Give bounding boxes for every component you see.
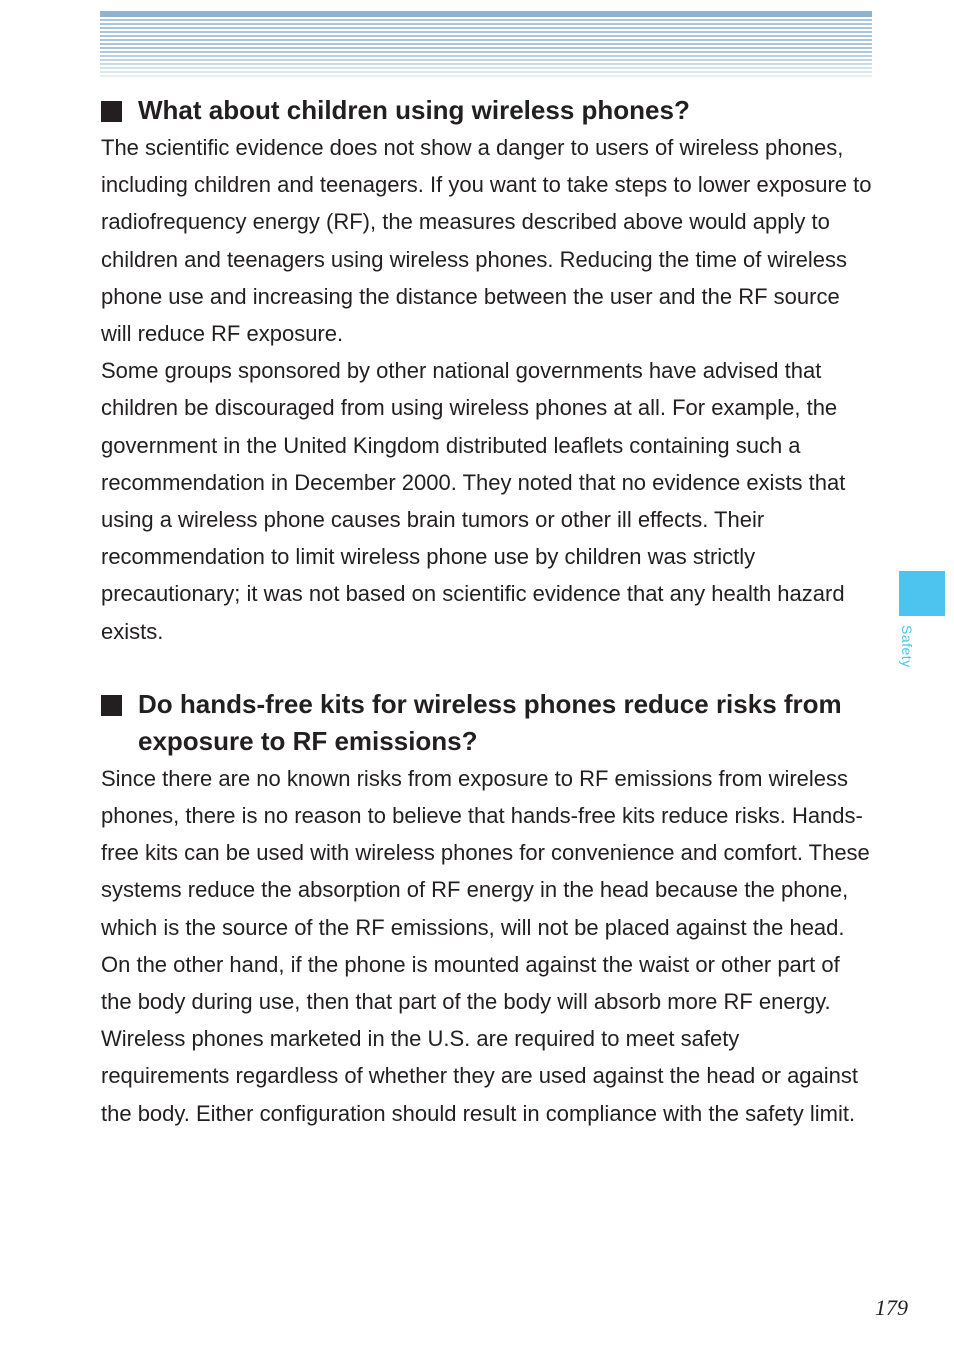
- page-content: [101, 92, 873, 1132]
- paragraph: The scientific evidence does not show a danger to users of wireless phones, including children and teenagers. If you want to take steps to lower exposure to radiofrequency energy (RF), the measures described above would apply to children and teenagers using wireless phones. Reducing the time of wireless phone use and increasing the distance between the user and the RF source will reduce RF exposure.: [101, 135, 872, 347]
- side-tab-marker: [899, 571, 945, 616]
- paragraph: On the other hand, if the phone is mounted against the waist or other part of the body during use, then that part of the body will absorb more RF energy. Wireless phones marketed in the U.S. are required to meet safety requirements regardless of whether they are used against the head or against the body. Either configuration should result in compliance with the safety limit.: [101, 951, 859, 1126]
- page-number: 179: [875, 1295, 908, 1320]
- heading-text: What about children using wireless phones?: [138, 95, 690, 125]
- section-heading-children: [101, 92, 873, 129]
- heading-text: Do hands-free kits for wireless phones reduce risks from exposure to RF emissions?: [138, 688, 842, 756]
- heading-bullet-icon: [101, 695, 122, 716]
- paragraph: Since there are no known risks from exposure to RF emissions from wireless phones, there is no reason to believe that hands-free kits reduce risks. Hands-free kits can be used with wireless phones for convenience and comfort. These systems reduce the absorption of RF energy in the head because the phone, which is the source of the RF emissions, will not be placed against the head.: [101, 765, 870, 940]
- header-band-fade: [100, 50, 872, 78]
- side-tab-label: Safety: [899, 625, 915, 668]
- heading-bullet-icon: [101, 101, 122, 122]
- paragraph: Some groups sponsored by other national governments have advised that children be discouraged from using wireless phones at all. For example, the government in the United Kingdom distributed leaflets containing such a recommendation in December 2000. They noted that no evidence exists that using a wireless phone causes brain tumors or other ill effects. Their recommendation to limit wireless phone use by children was strictly precautionary; it was not based on scientific evidence that any health hazard exists.: [101, 358, 846, 644]
- section-spacer: [101, 650, 873, 686]
- header-band-top-line: [100, 11, 872, 17]
- header-decoration-band: [100, 11, 872, 78]
- section-heading-hands-free: [101, 686, 873, 760]
